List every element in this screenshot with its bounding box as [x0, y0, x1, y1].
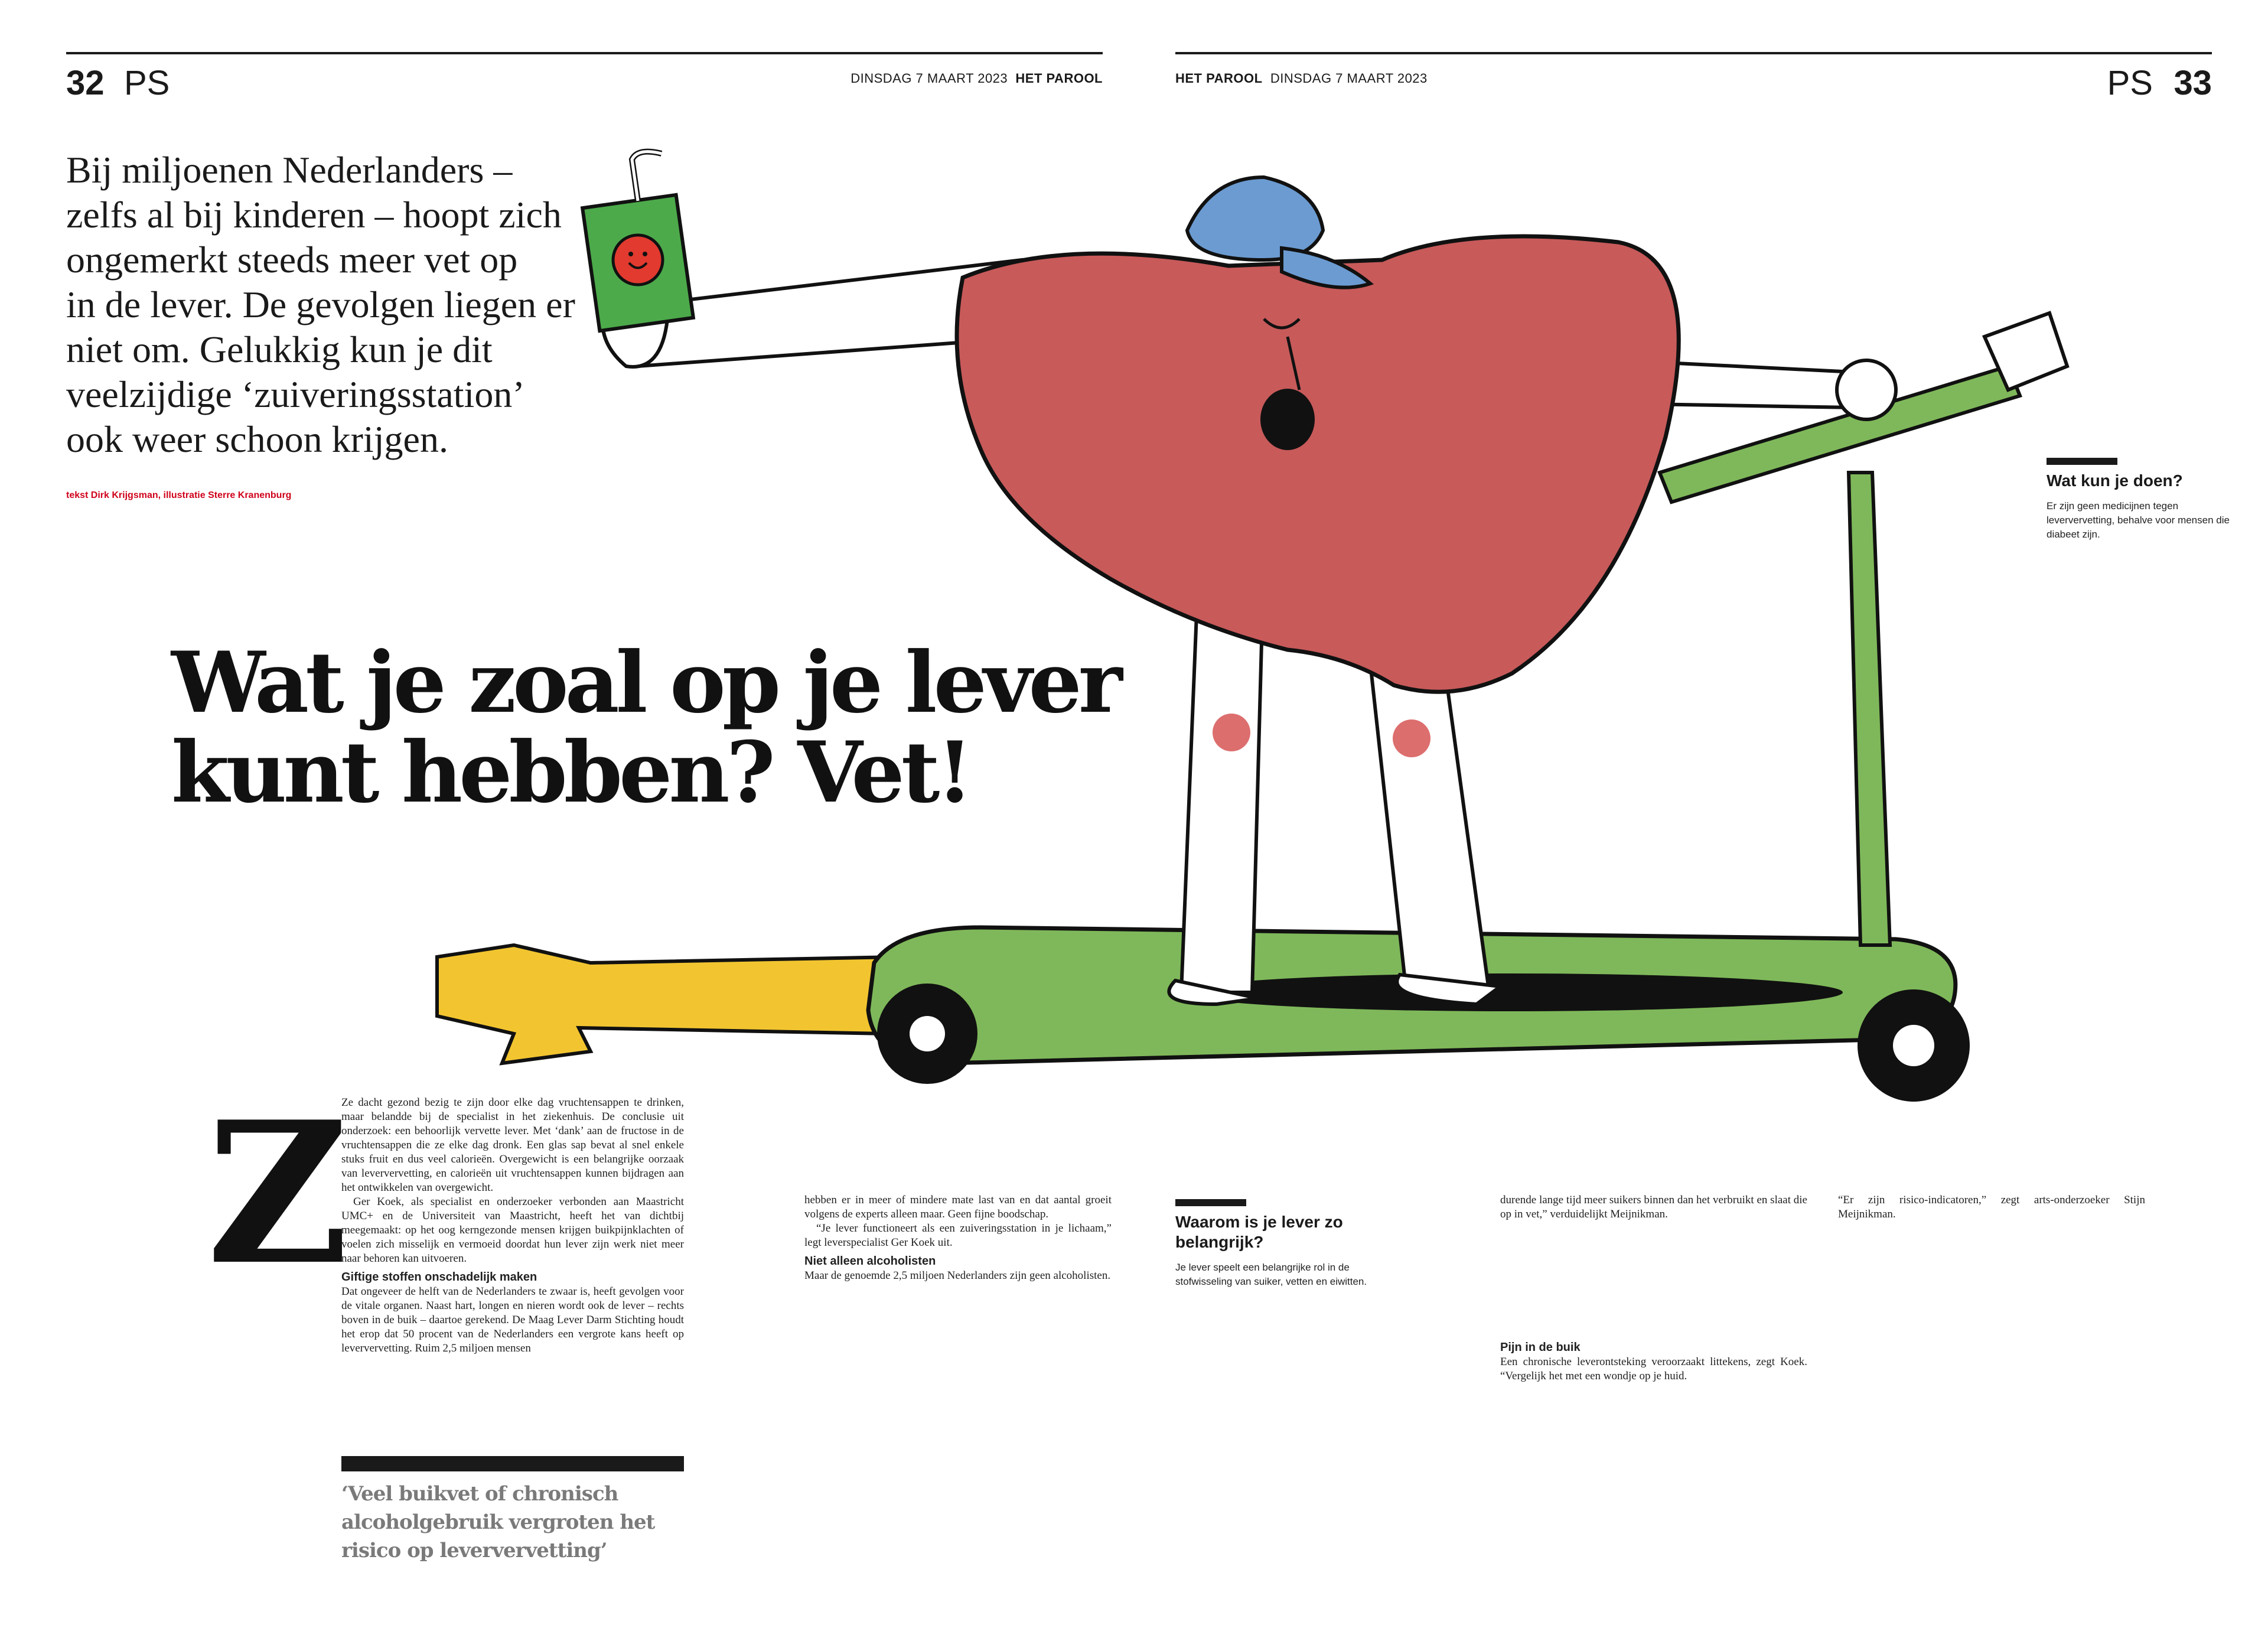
right-page-header: [1175, 66, 2212, 102]
info-box-rule: [1175, 1199, 1246, 1206]
page-number-left: 32: [66, 64, 105, 102]
paper-name-left: HET PAROOL: [1015, 71, 1103, 86]
article-column-2: [804, 1193, 1112, 1283]
subheading: Pijn in de buik: [1500, 1341, 1581, 1354]
article-column-1: [341, 1096, 684, 1356]
paragraph: Maar de genoemde 2,5 miljoen Nederlanders zijn geen alcoholisten.: [804, 1269, 1111, 1282]
info-box-text: Je lever speelt een belangrijke rol in de stofwisseling van suiker, vetten en eiwitten.: [1175, 1262, 1367, 1287]
intro-line: veelzijdige ‘zuiveringsstation’: [66, 373, 525, 415]
info-box-rule: [2047, 458, 2117, 465]
paragraph: Ger Koek, als specialist en onderzoeker verbonden aan Maastricht UMC+ en de Universiteit van Maastricht, heeft het van dichtbij meegemaakt: op het oog kerngezonde mensen krijgen buikpijnklachten of voelen zich misselijk en vermoeid doordat hun lever zijn werk niet meer naar behoren kan uitvoeren.: [341, 1196, 684, 1265]
page-number-right: 33: [2174, 64, 2212, 102]
dateline-left: [850, 71, 1103, 86]
paragraph: “Er zijn risico-indicatoren,” zegt arts-onderzoeker Stijn Meijnikman.: [1838, 1194, 2145, 1220]
paragraph: durende lange tijd meer suikers binnen dan het verbruikt en slaat die op in vet,” verduidelijkt Meijnikman.: [1500, 1194, 1807, 1220]
info-box-title: Wat kun je doen?: [2047, 471, 2183, 490]
info-box-text: Er zijn geen medicijnen tegen leververvetting, behalve voor mensen die diabeet zijn.: [2047, 500, 2230, 540]
paragraph: Een chronische leverontsteking veroorzaakt littekens, zegt Koek. “Vergelijk het met een wondje op je huid.: [1500, 1356, 1807, 1382]
info-box-title: Waarom is je lever zo belangrijk?: [1175, 1213, 1343, 1251]
byline-credit: tekst Dirk Krijgsman, illustratie Sterre Kranenburg: [66, 490, 292, 500]
headline-line: Wat je zoal op je lever: [171, 634, 1119, 732]
exhaust-streak: [437, 945, 898, 1063]
headline-line: kunt hebben? Vet!: [171, 724, 970, 822]
pull-quote-rule: [341, 1456, 684, 1471]
paragraph: Ze dacht gezond bezig te zijn door elke dag vruchtensappen te drinken, maar belandde bij de specialist in het ziekenhuis. De conclusie uit onderzoek: een behoorlijk vervette lever. Met ‘dank’ aan de fructose in de vruchtensappen die ze elke dag dronk. Een glas sap bevat al snel enkele stuks fruit en dus veel calorieën. Overgewicht is een belangrijke oorzaak van leververvetting, en calorieën uit vruchtensappen kunnen bijdragen aan het ontwikkelen van overgewicht.: [341, 1096, 684, 1194]
subheading: Niet alleen alcoholisten: [804, 1255, 936, 1268]
info-box-why-liver: [1175, 1199, 1400, 1289]
header-rule-left: [66, 52, 1103, 54]
drop-cap: Z: [207, 1079, 349, 1308]
intro-line: niet om. Gelukkig kun je dit: [66, 328, 493, 370]
paper-name-right: HET PAROOL: [1175, 71, 1263, 86]
juice-box: [582, 152, 693, 331]
intro-line: in de lever. De gevolgen liegen er: [66, 284, 575, 325]
subheading: Giftige stoffen onschadelijk maken: [341, 1271, 537, 1284]
liver-body: [957, 236, 1679, 692]
paragraph: Dat ongeveer de helft van de Nederlanders te zwaar is, heeft gevolgen voor de vitale organen. Naast hart, longen en nieren wordt ook de lever – rechts boven in de buik – daartoe gerekend. De Maag Lever Darm Stichting houdt het erop dat 50 procent van de Nederlanders een vergrote kans heeft op leververvetting. Ruim 2,5 miljoen mensen: [341, 1285, 684, 1354]
date-left: DINSDAG 7 MAART 2023: [850, 71, 1008, 86]
left-page-header: [66, 66, 1103, 102]
info-box-what-to-do: [2047, 458, 2236, 542]
dateline-right: [1175, 71, 1428, 86]
liver-scooter-illustration: [413, 142, 2079, 1146]
article-column-4: [1838, 1193, 2145, 1222]
intro-line: Bij miljoenen Nederlanders –: [66, 149, 513, 191]
pull-quote-text: ‘Veel buikvet of chronisch alcoholgebruik vergroten het risico op leververvetting’: [341, 1482, 655, 1562]
paragraph: “Je lever functioneert als een zuiveringsstation in je lichaam,” legt leverspecialist Ger Koek uit.: [804, 1222, 1112, 1249]
date-right: DINSDAG 7 MAART 2023: [1270, 71, 1428, 86]
section-label-left: PS: [124, 64, 170, 102]
header-rule-right: [1175, 52, 2212, 54]
intro-line: zelfs al bij kinderen – hoopt zich: [66, 194, 562, 236]
section-label-right: PS: [2107, 64, 2153, 102]
paragraph: hebben er in meer of mindere mate last van en dat aantal groeit volgens de experts alleen maar. Geen fijne boodschap.: [804, 1194, 1112, 1220]
article-column-3: [1500, 1193, 1807, 1383]
pull-quote: [341, 1456, 684, 1565]
intro-line: ook weer schoon krijgen.: [66, 418, 448, 460]
intro-line: ongemerkt steeds meer vet op: [66, 239, 518, 281]
